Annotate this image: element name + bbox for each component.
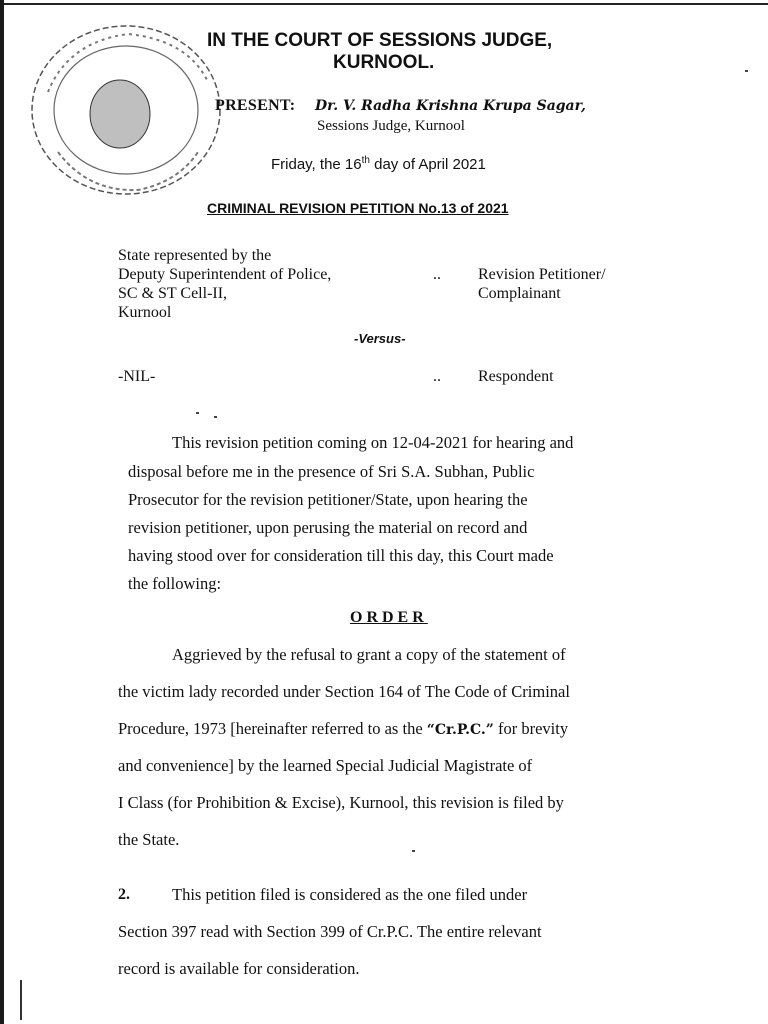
court-name-line2: KURNOOL. (333, 52, 435, 73)
petitioner-role: Complainant (478, 285, 561, 302)
scan-speck (196, 412, 199, 414)
scan-speck (412, 850, 415, 852)
scan-margin-mark (20, 980, 22, 1020)
date-suffix: day of April 2021 (369, 156, 486, 173)
crpc-abbreviation: “Cr.P.C.” (426, 722, 494, 738)
order-para1-line (118, 719, 568, 739)
respondent-role: Respondent (478, 368, 554, 385)
date-prefix: Friday, the 16 (271, 156, 362, 173)
present-label: PRESENT: (215, 97, 296, 114)
petitioner-line: Kurnool (118, 304, 172, 321)
para1-text: Procedure, 1973 [hereinafter referred to as the (118, 719, 427, 738)
order-para1-line: the State. (118, 830, 180, 849)
order-heading: ORDER (350, 609, 428, 626)
scan-left-edge (0, 0, 4, 1024)
para1-text: for brevity (493, 719, 569, 738)
order-para1-line: and convenience] by the learned Special Judicial Magistrate of (118, 756, 533, 775)
petitioner-line: State represented by the (118, 247, 272, 264)
respondent-name: -NIL- (118, 368, 156, 385)
hearing-date (271, 155, 486, 173)
petitioner-line: SC & ST Cell-II, (118, 285, 228, 302)
order-para1-line: Aggrieved by the refusal to grant a copy of the statement of (172, 645, 566, 664)
order-para2-line: Section 397 read with Section 399 of Cr.P.C. The entire relevant (118, 922, 542, 941)
order-para1-line: the victim lady recorded under Section 164 of The Code of Criminal (118, 682, 570, 701)
court-name-line1: IN THE COURT OF SESSIONS JUDGE, (207, 30, 553, 51)
scan-speck (214, 416, 217, 418)
preamble-line: Prosecutor for the revision petitioner/State, upon hearing the (128, 490, 528, 509)
para2-number: 2. (118, 886, 130, 903)
petitioner-role: Revision Petitioner/ (478, 266, 606, 283)
scan-speck (745, 70, 748, 72)
versus-label: -Versus- (354, 331, 406, 346)
judge-name: Dr. V. Radha Krishna Krupa Sagar, (315, 98, 586, 114)
date-ordinal: th (361, 155, 370, 166)
petitioner-line: Deputy Superintendent of Police, (118, 266, 332, 283)
preamble-line: revision petitioner, upon perusing the material on record and (128, 518, 528, 537)
order-para2-line: record is available for consideration. (118, 959, 360, 978)
preamble-line: having stood over for consideration till this day, this Court made (128, 546, 554, 565)
respondent-separator: .. (433, 368, 441, 385)
order-para1-line: I Class (for Prohibition & Excise), Kurnool, this revision is filed by (118, 793, 564, 812)
preamble-line: disposal before me in the presence of Sri S.A. Subhan, Public (128, 462, 535, 481)
case-title: CRIMINAL REVISION PETITION No.13 of 2021 (207, 200, 509, 216)
court-seal-stamp (28, 22, 224, 198)
order-para2-line: This petition filed is considered as the one filed under (172, 885, 528, 904)
judge-title: Sessions Judge, Kurnool (317, 118, 465, 134)
petitioner-separator: .. (433, 266, 441, 283)
preamble-line: This revision petition coming on 12-04-2021 for hearing and (172, 433, 574, 452)
scan-top-edge (0, 3, 768, 5)
preamble-line: the following: (128, 574, 222, 593)
